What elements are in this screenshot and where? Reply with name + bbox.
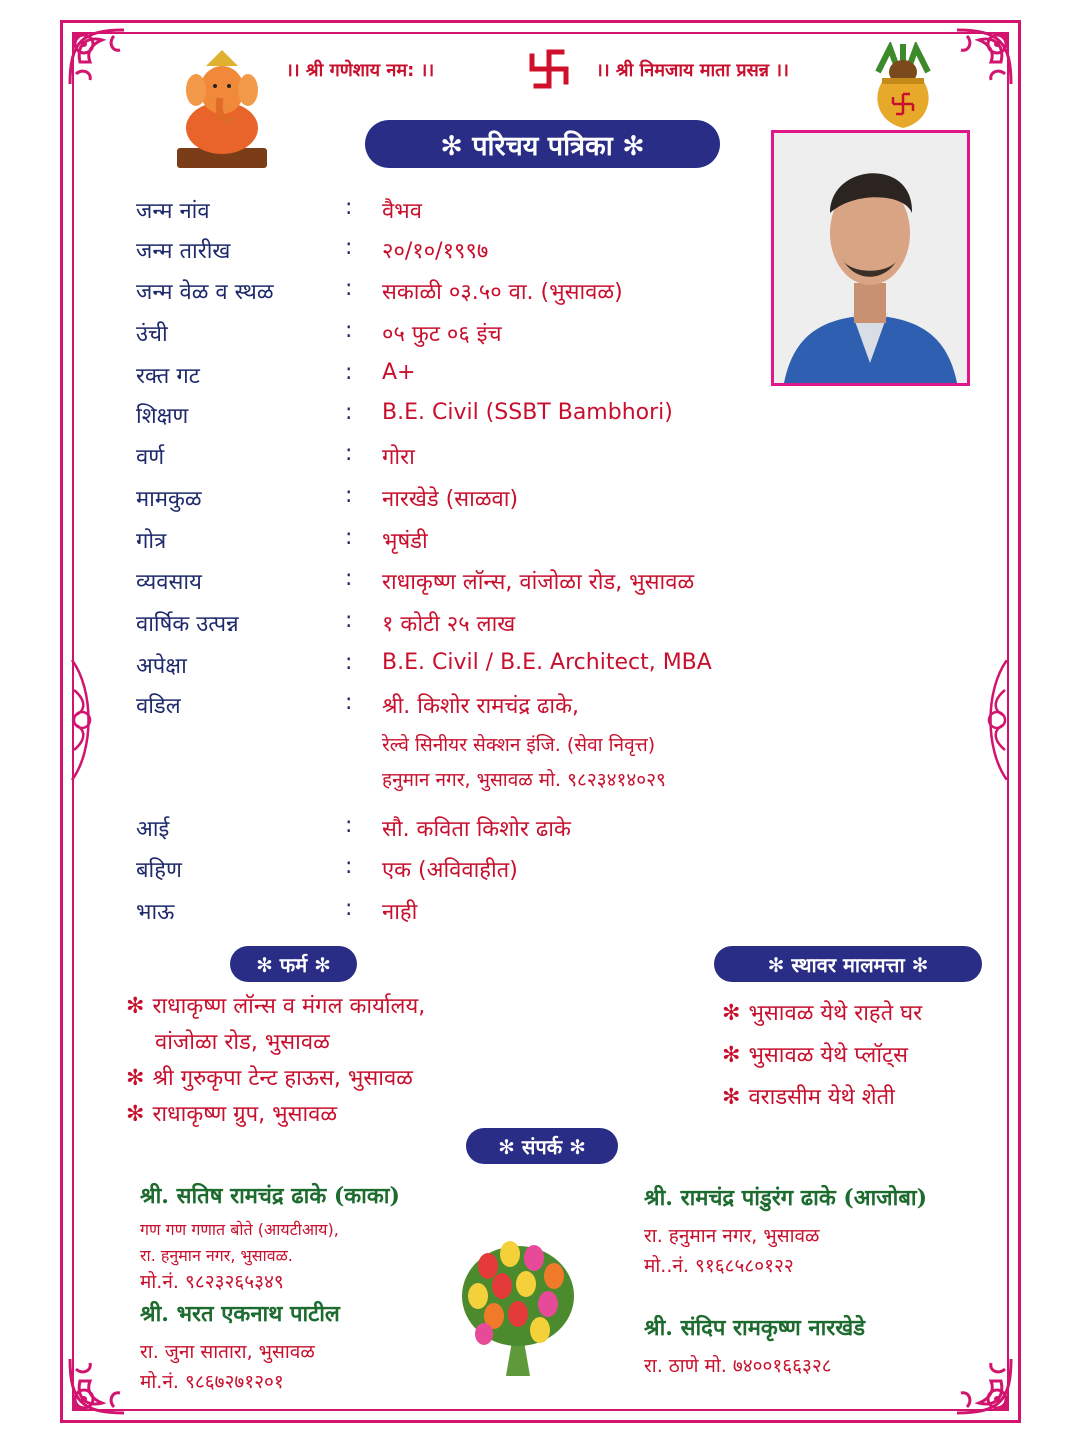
- devi-invocation: ।। श्री निमजाय माता प्रसन्न ।।: [596, 60, 789, 81]
- detail-label: उंची: [136, 322, 168, 347]
- ganesh-idol-image: [172, 48, 272, 170]
- detail-colon: :: [345, 235, 353, 260]
- detail-value: गोरा: [382, 445, 415, 470]
- detail-value: १ कोटी २५ लाख: [382, 612, 516, 637]
- firm-item: ✻ राधाकृष्ण ग्रुप, भुसावळ: [126, 1102, 338, 1127]
- contact-line: गण गण गणात बोते (आयटीआय),: [140, 1220, 339, 1239]
- side-ornament: [979, 660, 1015, 780]
- detail-label: मामकुळ: [136, 487, 202, 512]
- swastika-icon: [528, 48, 570, 90]
- detail-value: एक (अविवाहीत): [382, 858, 518, 883]
- detail-colon: :: [345, 400, 353, 425]
- detail-colon: :: [345, 854, 353, 879]
- detail-label: गोत्र: [136, 529, 167, 554]
- star-bullet: ✻: [126, 1102, 145, 1127]
- property-item: ✻ भुसावळ येथे राहते घर: [722, 1001, 923, 1026]
- star-bullet: ✻: [126, 1066, 145, 1091]
- firm-item: ✻ श्री गुरुकृपा टेन्ट हाऊस, भुसावळ: [126, 1066, 413, 1091]
- contact-phone: रा. ठाणे मो. ७४००१६६३२८: [644, 1355, 832, 1377]
- detail-colon: :: [345, 195, 353, 220]
- contact-name: श्री. सतिष रामचंद्र ढाके (काका): [140, 1183, 400, 1209]
- detail-value: सौ. कविता किशोर ढाके: [382, 817, 571, 842]
- contact-phone: मो..नं. ९१६८५८०१२२: [644, 1255, 794, 1277]
- contact-heading: ✻ संपर्क ✻: [466, 1128, 618, 1164]
- corner-ornament: [62, 1351, 132, 1421]
- corner-ornament: [62, 22, 132, 92]
- detail-value: नाही: [382, 900, 418, 925]
- ganesh-invocation: ।। श्री गणेशाय नम: ।।: [286, 60, 435, 81]
- star-bullet: ✻: [126, 994, 145, 1019]
- detail-value: राधाकृष्ण लॉन्स, वांजोळा रोड, भुसावळ: [382, 570, 695, 595]
- detail-label: भाऊ: [136, 900, 175, 925]
- detail-label: बहिण: [136, 858, 182, 883]
- flower-bouquet-image: [458, 1226, 578, 1376]
- detail-colon: :: [345, 441, 353, 466]
- contact-name: श्री. भरत एकनाथ पाटील: [140, 1301, 340, 1327]
- detail-value: A+: [382, 360, 416, 385]
- detail-value: सकाळी ०३.५० वा. (भुसावळ): [382, 280, 623, 305]
- star-bullet: ✻: [722, 1085, 741, 1110]
- contact-name: श्री. संदिप रामकृष्ण नारखेडे: [644, 1315, 866, 1341]
- property-item: ✻ वराडसीम येथे शेती: [722, 1085, 895, 1110]
- page-title: ✻ परिचय पत्रिका ✻: [365, 120, 720, 168]
- contact-line: रा. हनुमान नगर, भुसावळ.: [140, 1246, 293, 1265]
- profile-photo: [771, 130, 970, 386]
- kalash-image: [868, 42, 938, 132]
- detail-colon: :: [345, 360, 353, 385]
- detail-colon: :: [345, 566, 353, 591]
- detail-colon: :: [345, 690, 353, 715]
- star-bullet: ✻: [722, 1043, 741, 1068]
- contact-line: रा. जुना सातारा, भुसावळ: [140, 1341, 315, 1363]
- property-heading: ✻ स्थावर मालमत्ता ✻: [714, 946, 982, 982]
- detail-colon: :: [345, 276, 353, 301]
- detail-value: वैभव: [382, 199, 422, 224]
- detail-colon: :: [345, 813, 353, 838]
- detail-value: नारखेडे (साळवा): [382, 487, 519, 512]
- detail-label: जन्म नांव: [136, 199, 210, 224]
- detail-label: जन्म वेळ व स्थळ: [136, 280, 274, 305]
- corner-ornament: [949, 22, 1019, 92]
- detail-value: २०/१०/१९९७: [382, 239, 489, 264]
- side-ornament: [64, 660, 100, 780]
- firm-item: ✻ राधाकृष्ण लॉन्स व मंगल कार्यालय,: [126, 994, 426, 1019]
- detail-value: B.E. Civil (SSBT Bambhori): [382, 400, 673, 425]
- detail-label: शिक्षण: [136, 404, 189, 429]
- detail-label: वडिल: [136, 694, 181, 719]
- contact-line: रा. हनुमान नगर, भुसावळ: [644, 1225, 820, 1247]
- father-address: हनुमान नगर, भुसावळ मो. ९८२३४१४०२९: [382, 769, 666, 791]
- detail-value: ०५ फुट ०६ इंच: [382, 322, 502, 347]
- father-occupation: रेल्वे सिनीयर सेक्शन इंजि. (सेवा निवृत्त): [382, 734, 656, 756]
- corner-ornament: [949, 1351, 1019, 1421]
- firm-item-continued: वांजोळा रोड, भुसावळ: [155, 1030, 330, 1055]
- contact-name: श्री. रामचंद्र पांडुरंग ढाके (आजोबा): [644, 1185, 927, 1211]
- detail-label: वर्ण: [136, 445, 165, 470]
- detail-label: आई: [136, 817, 170, 842]
- detail-colon: :: [345, 318, 353, 343]
- detail-label: अपेक्षा: [136, 654, 187, 679]
- detail-colon: :: [345, 608, 353, 633]
- star-bullet: ✻: [722, 1001, 741, 1026]
- detail-label: रक्त गट: [136, 364, 200, 389]
- contact-phone: मो.नं. ९८६७२७१२०१: [140, 1371, 284, 1393]
- property-item: ✻ भुसावळ येथे प्लॉट्स: [722, 1043, 908, 1068]
- detail-colon: :: [345, 650, 353, 675]
- detail-value: भृषंडी: [382, 529, 428, 554]
- detail-label: व्यवसाय: [136, 570, 202, 595]
- detail-value: B.E. Civil / B.E. Architect, MBA: [382, 650, 712, 675]
- detail-value: श्री. किशोर रामचंद्र ढाके,: [382, 694, 579, 719]
- firm-heading: ✻ फर्म ✻: [230, 946, 357, 982]
- detail-colon: :: [345, 896, 353, 921]
- contact-phone: मो.नं. ९८२३२६५३४९: [140, 1271, 284, 1293]
- detail-colon: :: [345, 525, 353, 550]
- detail-colon: :: [345, 483, 353, 508]
- detail-label: वार्षिक उत्पन्न: [136, 612, 239, 637]
- detail-label: जन्म तारीख: [136, 239, 231, 264]
